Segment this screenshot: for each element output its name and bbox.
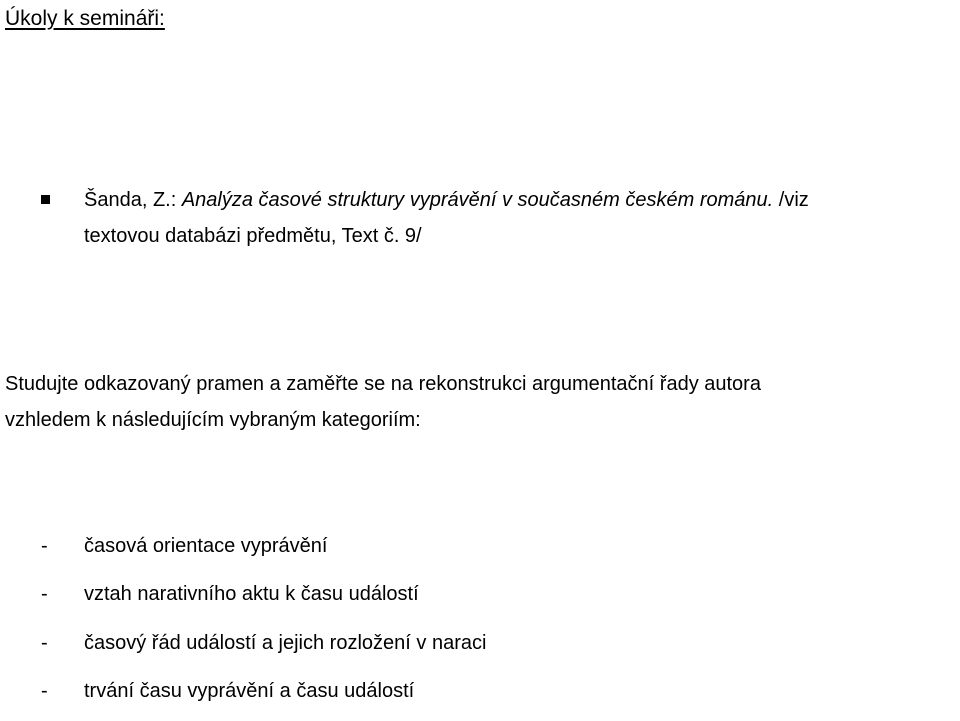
- page-heading: Úkoly k semináři:: [5, 7, 165, 30]
- reference-line-2: textovou databázi předmětu, Text č. 9/: [84, 225, 422, 247]
- instruction-paragraph: [5, 366, 955, 438]
- list-item-text: trvání času vyprávění a času událostí: [84, 679, 415, 702]
- list-item: [0, 625, 960, 673]
- list-item-text: časový řád událostí a jejich rozložení v naraci: [84, 631, 487, 654]
- instruction-line-1: Studujte odkazovaný pramen a zaměřte se na rekonstrukci argumentační řady autora: [5, 373, 761, 395]
- square-bullet-icon: [41, 195, 50, 204]
- dash-marker: -: [41, 535, 48, 557]
- list-item: [0, 576, 960, 624]
- reference-author: Šanda, Z.:: [84, 189, 182, 211]
- list-item-text: vztah narativního aktu k času událostí: [84, 583, 419, 606]
- list-item: [0, 673, 960, 721]
- dash-marker: -: [41, 679, 48, 702]
- dash-marker: -: [41, 631, 48, 654]
- instruction-line-2: vzhledem k následujícím vybraným kategoriím:: [5, 409, 421, 431]
- reference-note-start: /viz: [773, 189, 809, 211]
- list-item-text: časová orientace vyprávění: [84, 535, 328, 557]
- category-list: [0, 528, 960, 721]
- dash-marker: -: [41, 583, 48, 606]
- reference-title: Analýza časové struktury vyprávění v současném českém románu.: [181, 189, 774, 211]
- reference-line-1: [84, 182, 809, 218]
- list-item: [0, 528, 960, 576]
